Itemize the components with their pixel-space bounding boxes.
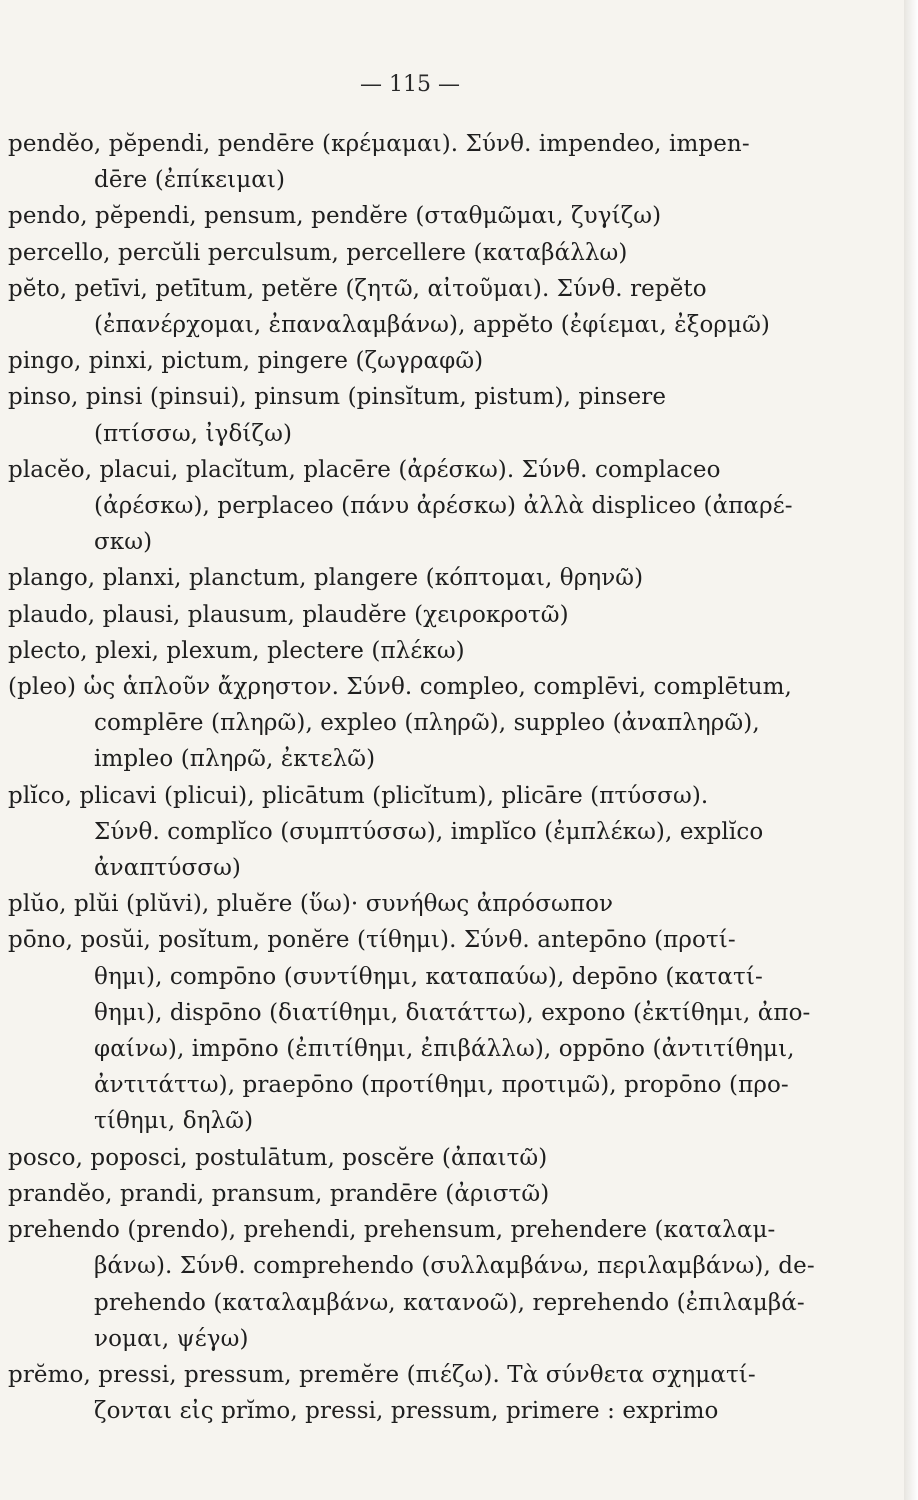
text-line: ἀντιτάττω), praepōno (προτίθημι, προτιμῶ), propōno (προ- <box>94 1072 789 1099</box>
text-line: νομαι, ψέγω) <box>94 1325 249 1352</box>
text-line: prĕmo, pressi, pressum, premĕre (πιέζω). Τὰ σύνθετα σχηματί- <box>8 1361 756 1388</box>
text-line: ἀναπτύσσω) <box>94 855 241 882</box>
text-line: θημι), compōno (συντίθημι, καταπαύω), depōno (κατατί- <box>94 963 763 990</box>
text-line: plŭo, plŭi (plŭvi), pluĕre (ὕω)· συνήθως ἀπρόσωπον <box>8 891 614 918</box>
text-line: dēre (ἐπίκειμαι) <box>94 167 286 194</box>
text-line: φαίνω), impōno (ἐπιτίθημι, ἐπιβάλλω), oppōno (ἀντιτίθημι, <box>94 1036 795 1063</box>
text-line: pinso, pinsi (pinsui), pinsum (pinsĭtum, pistum), pinsere <box>8 384 667 411</box>
page-text <box>8 126 820 1429</box>
text-line: βάνω). Σύνθ. comprehendo (συλλαμβάνω, περιλαμβάνω), de- <box>94 1253 815 1280</box>
text-line: (πτίσσω, ἰγδίζω) <box>94 420 293 447</box>
text-line: Σύνθ. complĭco (συμπτύσσω), implĭco (ἐμπλέκω), explĭco <box>94 818 764 845</box>
text-line: pōno, posŭi, posĭtum, ponĕre (τίθημι). Σύνθ. antepōno (προτί- <box>8 927 736 954</box>
text-line: plaudo, plausi, plausum, plaudĕre (χειροκροτῶ) <box>8 601 569 628</box>
text-line: ζονται εἰς prĭmo, pressi, pressum, primere : exprimo <box>94 1398 719 1425</box>
text-line: prehendo (prendo), prehendi, prehensum, prehendere (καταλαμ- <box>8 1217 776 1244</box>
text-line: plĭco, plicavi (plicui), plicātum (plicĭtum), plicāre (πτύσσω). <box>8 782 709 809</box>
text-line: pendo, pĕpendi, pensum, pendĕre (σταθμῶμαι, ζυγίζω) <box>8 203 662 230</box>
text-line: placĕo, placui, placĭtum, placēre (ἀρέσκω). Σύνθ. complaceo <box>8 456 721 483</box>
text-line: pendĕo, pĕpendi, pendēre (κρέμαμαι). Σύνθ. impendeo, impen- <box>8 131 750 157</box>
text-line: plango, planxi, planctum, plangere (κόπτομαι, θρηνῶ) <box>8 565 644 592</box>
text-line: pingo, pinxi, pictum, pingere (ζωγραφῶ) <box>8 348 484 375</box>
page-edge <box>904 0 918 1500</box>
text-line: θημι), dispōno (διατίθημι, διατάττω), expono (ἐκτίθημι, ἀπο- <box>94 999 811 1026</box>
text-line: pĕto, petīvi, petītum, petĕre (ζητῶ, αἰτοῦμαι). Σύνθ. repĕto <box>8 275 707 302</box>
text-line: plecto, plexi, plexum, plectere (πλέκω) <box>8 637 465 664</box>
text-line: (ἀρέσκω), perplaceo (πάνυ ἀρέσκω) ἀλλὰ displiceo (ἀπαρέ- <box>94 493 793 520</box>
text-line: (pleo) ὡς ἁπλοῦν ἄχρηστον. Σύνθ. compleo, complēvi, complētum, <box>8 674 792 701</box>
text-line: impleo (πληρῶ, ἐκτελῶ) <box>94 746 376 773</box>
text-line: complēre (πληρῶ), expleo (πληρῶ), suppleo (ἀναπληρῶ), <box>94 710 760 737</box>
text-line: prehendo (καταλαμβάνω, κατανοῶ), reprehendo (ἐπιλαμβά- <box>94 1289 805 1316</box>
text-line: percello, percŭli perculsum, percellere (καταβάλλω) <box>8 239 628 266</box>
text-line: prandĕo, prandi, pransum, prandēre (ἀριστῶ) <box>8 1180 550 1207</box>
text-line: σκω) <box>94 529 153 556</box>
text-line: posco, poposci, postulātum, poscĕre (ἀπαιτῶ) <box>8 1144 548 1171</box>
page-number: — 115 — <box>360 72 460 97</box>
text-line: τίθημι, δηλῶ) <box>94 1108 254 1135</box>
text-line: (ἐπανέρχομαι, ἐπαναλαμβάνω), appĕto (ἐφίεμαι, ἐξορμῶ) <box>94 312 771 339</box>
